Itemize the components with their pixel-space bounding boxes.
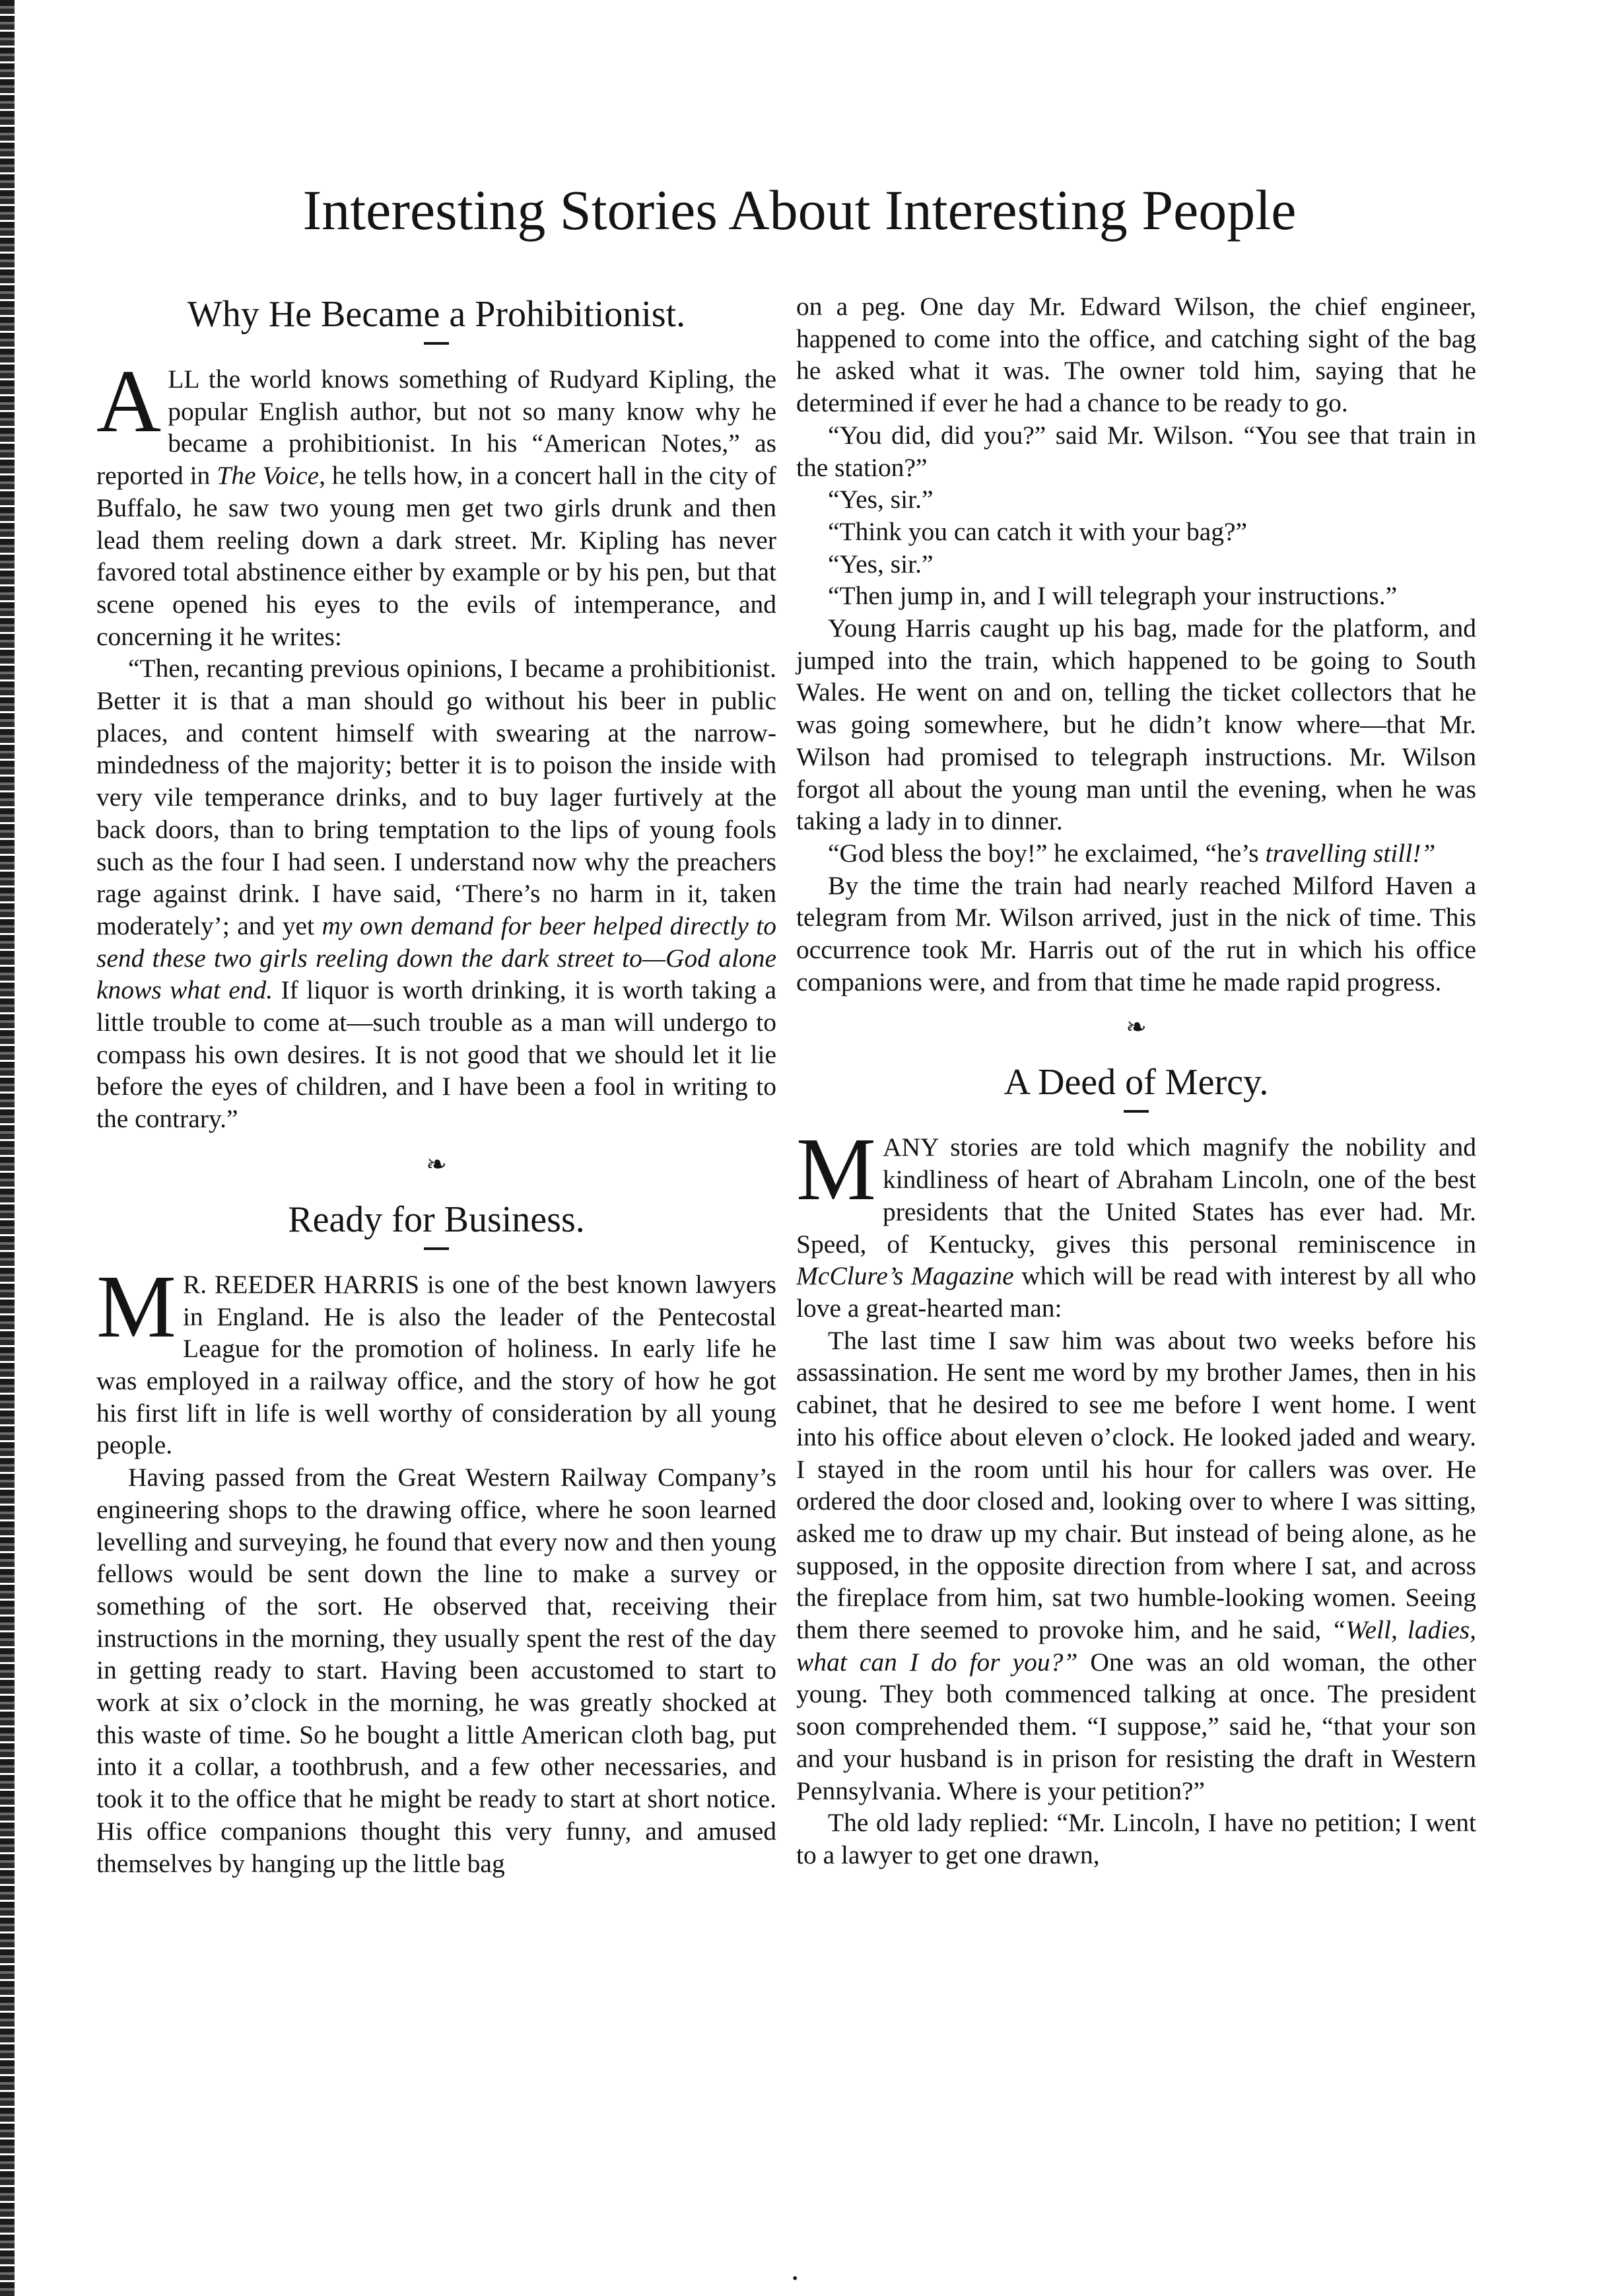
story3-paragraph: The old lady replied: “Mr. Lincoln, I have no petition; I went to a lawyer to get one drawn,: [796, 1808, 1476, 1869]
story2-paragraph: [96, 1257, 776, 1461]
heading-rule: [424, 1247, 449, 1250]
story2-paragraph: By the time the train had nearly reached Milford Haven a telegram from Mr. Wilson arrived, just in the nick of time. This occurrence took Mr. Harris out of the rut in which his office companions were, and from that time he made rapid progress.: [796, 870, 1476, 996]
story3-heading: A Deed of Mercy.: [1004, 1062, 1269, 1103]
ornament-divider: ❧: [1126, 1014, 1147, 1042]
heading-rule: [424, 342, 449, 345]
drop-cap: M: [96, 1257, 176, 1356]
story1-publication: The Voice: [217, 461, 320, 491]
dialogue-line: “Yes, sir.”: [828, 485, 934, 514]
story3-text-rest: which will be read with interest by all who love a great-hearted man:: [796, 1261, 1476, 1323]
story1-heading: Why He Became a Prohibitionist.: [187, 294, 686, 335]
drop-cap: A: [96, 352, 162, 451]
story1-paragraph: [96, 352, 777, 652]
story1-quote: [96, 652, 776, 1135]
dialogue-line: “You did, did you?” said Mr. Wilson. “You see that train in the station?”: [796, 420, 1476, 482]
story2-paragraph: Young Harris caught up his bag, made for the platform, and jumped into the train, which happened to be going to South Wales. He went on and on, telling the ticket collectors that he was going somewhere, but he didn’t know where—that Mr. Wilson had promised to telegraph instructions. Mr. Wilson forgot all about the young man until the evening, when he was taking a lady in to dinner.: [796, 613, 1476, 836]
story3-italic: “Well, ladies, what can I do for you?”: [796, 1615, 1476, 1677]
ornament-divider: ❧: [426, 1150, 447, 1179]
exclamation-italic: travelling still!”: [1265, 838, 1436, 868]
dialogue-line: “Then jump in, and I will telegraph your instructions.”: [828, 581, 1398, 611]
story2-heading: Ready for Business.: [288, 1199, 585, 1240]
story3-publication: McClure’s Magazine: [796, 1261, 1014, 1291]
quote-italic: my own demand for beer helped directly to send these two girls reeling down the dark street to—God alone knows what end.: [96, 911, 776, 1005]
left-column: [96, 291, 776, 1879]
dialogue-line: “Yes, sir.”: [828, 549, 934, 578]
story2-paragraph: [796, 837, 1476, 870]
story1-text: LL the world knows something of Rudyard Kipling, the popular English author, but not so many know why he became a prohibitionist. In his “American Notes,” as reported in: [96, 365, 776, 491]
page-marker: •: [792, 2270, 798, 2287]
story2-continuation: on a peg. One day Mr. Edward Wilson, the chief engineer, happened to come into the office, and catching sight of the bag he asked what it was. The owner told him, saying that he determined if ever he had a chance to be ready to go.: [796, 292, 1476, 418]
exclamation-text: “God bless the boy!” he exclaimed, “he’s: [828, 838, 1259, 868]
dialogue-line: “Think you can catch it with your bag?”: [828, 516, 1248, 546]
story3-text-rest: One was an old woman, the other young. They both commenced talking at once. The president soon comprehended them. “I suppose,” said he, “that your son and your husband is in prison for resisting the draft in Western Pennsylvania. Where is your petition?”: [796, 1647, 1477, 1805]
story3-text: ANY stories are told which magnify the nobility and kindliness of heart of Abraham Lincoln, one of the best presidents that the United States has ever had. Mr. Speed, of Kentucky, gives this personal reminiscence in: [796, 1132, 1476, 1259]
story3-paragraph: [796, 1120, 1476, 1324]
right-column: [796, 291, 1476, 1871]
page-spine-edge: [0, 0, 15, 2296]
story3-paragraph: [796, 1325, 1476, 1807]
heading-rule: [1124, 1110, 1149, 1113]
quote-text-rest: If liquor is worth drinking, it is worth taking a little trouble to come at—such trouble as a man will undergo to compass his own desires. It is not good that we should let it lie before the eyes of children, and I have been a fool in writing to the contrary.”: [96, 975, 776, 1134]
story1-text-rest: , he tells how, in a concert hall in the city of Buffalo, he saw two young men get two girls drunk and then lead them reeling down a dark street. Mr. Kipling has never favored total abstinence either by example or by his pen, but that scene opened his eyes to the evils of intemperance, and concerning it he writes:: [96, 461, 777, 651]
story2-text: R. REEDER HARRIS is one of the best known lawyers in England. He is also the leader of the Pentecostal League for the promotion of holiness. In early life he was employed in a railway office, and the story of how he got his first lift in life is well worthy of consideration by all young people.: [96, 1269, 776, 1460]
story3-text: The last time I saw him was about two weeks before his assassination. He sent me word by my brother James, then in his cabinet, that he desired to see me before I went home. I went into his office about eleven o’clock. He looked jaded and weary. I stayed in the room until his hour for callers was over. He ordered the door closed and, looking over to where I was sitting, asked me to draw up my chair. But instead of being alone, as he supposed, in the opposite direction from where I sat, and across the fireplace from him, sat two humble-looking women. Seeing them there seemed to provoke him, and he said,: [796, 1325, 1476, 1645]
drop-cap: M: [796, 1120, 876, 1220]
story2-paragraph: Having passed from the Great Western Railway Company’s engineering shops to the drawing office, where he soon learned levelling and surveying, he found that every now and then young fellows would be sent down the line to make a survey or something of the sort. He observed that, receiving their instructions in the morning, they usually spent the rest of the day in getting ready to start. Having been accustomed to start to work at six o’clock in the morning, he was greatly shocked at this waste of time. So he bought a little American cloth bag, put into it a collar, a toothbrush, and a few other necessaries, and took it to the office that he might be ready to start at short notice. His office companions thought this very funny, and amused themselves by hanging up the little bag: [96, 1463, 776, 1878]
page-title: Interesting Stories About Interesting People: [302, 178, 1297, 242]
quote-text: “Then, recanting previous opinions, I became a prohibitionist. Better it is that a man should go without his beer in public places, and content himself with swearing at the narrow-mindedness of the majority; better it is to poison the inside with very vile temperance drinks, and to buy lager furtively at the back doors, than to bring temptation to the lips of young fools such as the four I had seen. I understand now why the preachers rage against drink. I have said, ‘There’s no harm in it, taken moderately’; and yet: [96, 654, 776, 940]
